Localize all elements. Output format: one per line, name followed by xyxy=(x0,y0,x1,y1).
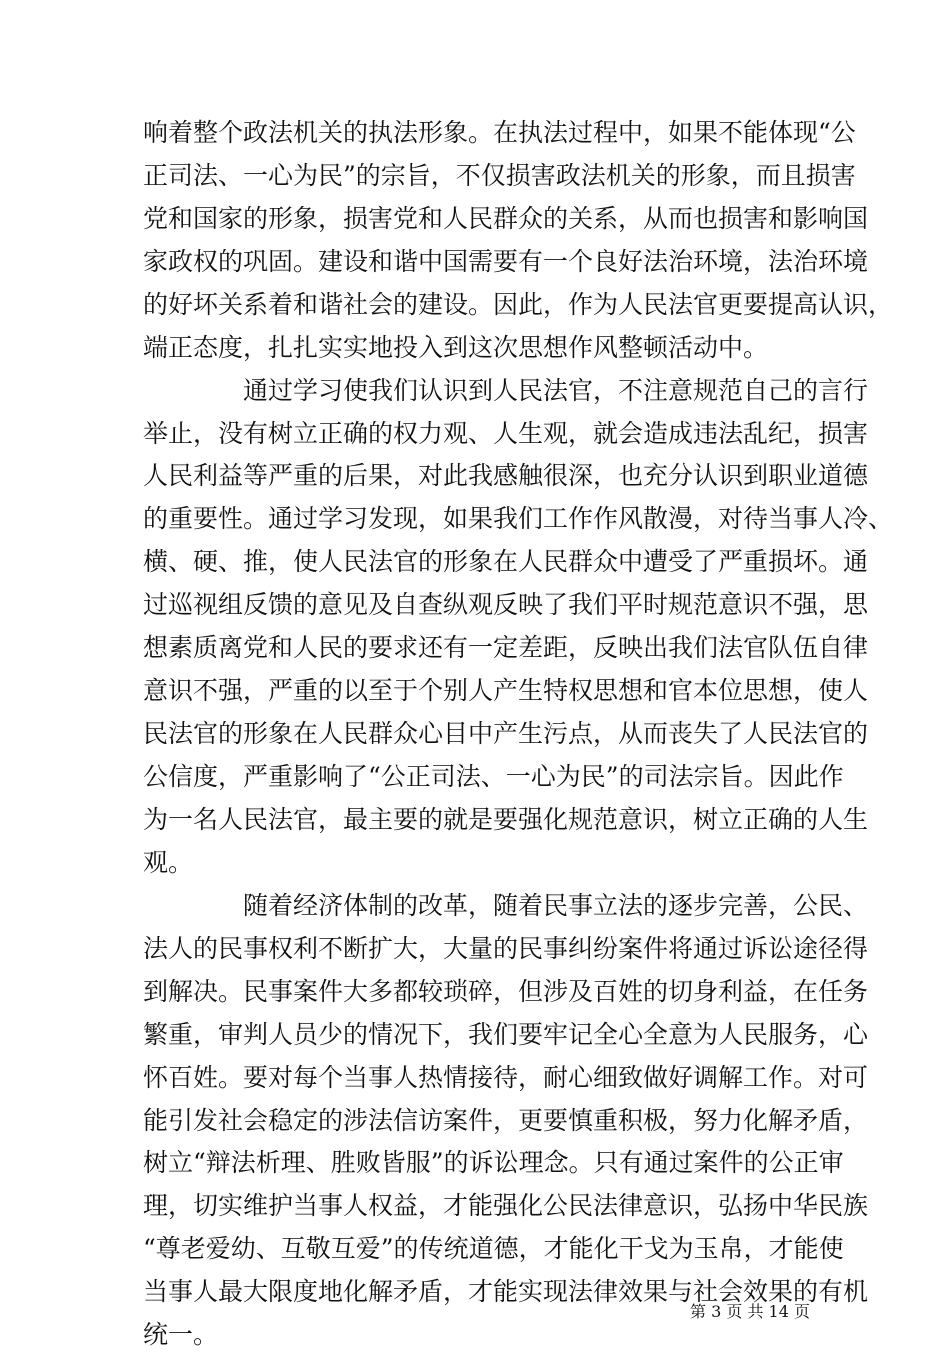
paragraph-2-line-3: 人民利益等严重的后果，对此我感触很深，也充分认识到职业道德 xyxy=(143,461,869,490)
paragraph-2-line-8: 意识不强，严重的以至于个别人产生特权思想和官本位思想，使人 xyxy=(143,676,869,705)
paragraph-1-line-6: 端正态度，扎扎实实地投入到这次思想作风整顿活动中。 xyxy=(143,333,769,362)
paragraph-1-line-1: 响着整个政法机关的执法形象。在执法过程中，如果不能体现“公 xyxy=(143,118,856,147)
paragraph-3-line-1: 随着经济体制的改革，随着民事立法的逐步完善，公民、 xyxy=(243,891,869,920)
paragraph-1-line-2: 正司法、一心为民”的宗旨，不仅损害政法机关的形象，而且损害 xyxy=(143,161,856,190)
paragraph-3-line-7: 树立“辩法析理、胜败皆服”的诉讼理念。只有通过案件的公正审 xyxy=(143,1148,844,1177)
paragraph-2-line-11: 为一名人民法官，最主要的就是要强化规范意识，树立正确的人生 xyxy=(143,805,869,834)
paragraph-2-line-9: 民法官的形象在人民群众心目中产生污点，从而丧失了人民法官的 xyxy=(143,719,869,748)
page-number-footer: 第 3 页 共 14 页 xyxy=(690,1302,810,1321)
paragraph-3-line-3: 到解决。民事案件大多都较琐碎，但涉及百姓的切身利益，在任务 xyxy=(143,977,869,1006)
paragraph-3-line-8: 理，切实维护当事人权益，才能强化公民法律意识，弘扬中华民族 xyxy=(143,1191,869,1220)
paragraph-2-line-7: 想素质离党和人民的要求还有一定差距，反映出我们法官队伍自律 xyxy=(143,633,869,662)
paragraph-3-line-11: 统一。 xyxy=(143,1320,219,1349)
paragraph-3-line-6: 能引发社会稳定的涉法信访案件，更要慎重积极，努力化解矛盾， xyxy=(143,1106,869,1135)
paragraph-3-line-5: 怀百姓。要对每个当事人热情接待，耐心细致做好调解工作。对可 xyxy=(143,1063,869,1092)
paragraph-2-line-6: 过巡视组反馈的意见及自查纵观反映了我们平时规范意识不强，思 xyxy=(143,590,869,619)
paragraph-2-line-5: 横、硬、推，使人民法官的形象在人民群众中遭受了严重损坏。通 xyxy=(143,547,869,576)
paragraph-2-line-10: 公信度，严重影响了“公正司法、一心为民”的司法宗旨。因此作 xyxy=(143,762,844,791)
paragraph-1-line-4: 家政权的巩固。建设和谐中国需要有一个良好法治环境，法治环境 xyxy=(143,247,869,276)
paragraph-1-line-5: 的好坏关系着和谐社会的建设。因此，作为人民法官更要提高认识， xyxy=(143,290,894,319)
paragraph-3-line-2: 法人的民事权利不断扩大，大量的民事纠纷案件将通过诉讼途径得 xyxy=(143,934,869,963)
paragraph-3-line-4: 繁重，审判人员少的情况下，我们要牢记全心全意为人民服务，心 xyxy=(143,1020,869,1049)
paragraph-1-line-3: 党和国家的形象，损害党和人民群众的关系，从而也损害和影响国 xyxy=(143,204,869,233)
paragraph-2-line-12: 观。 xyxy=(143,848,194,877)
paragraph-3-line-9: “尊老爱幼、互敬互爱”的传统道德，才能化干戈为玉帛，才能使 xyxy=(143,1234,844,1263)
paragraph-3-line-10: 当事人最大限度地化解矛盾，才能实现法律效果与社会效果的有机 xyxy=(143,1277,869,1306)
paragraph-2-line-2: 举止，没有树立正确的权力观、人生观，就会造成违法乱纪，损害 xyxy=(143,419,869,448)
paragraph-2-line-4: 的重要性。通过学习发现，如果我们工作作风散漫，对待当事人冷、 xyxy=(143,504,894,533)
paragraph-2-line-1: 通过学习使我们认识到人民法官，不注意规范自己的言行 xyxy=(243,376,869,405)
